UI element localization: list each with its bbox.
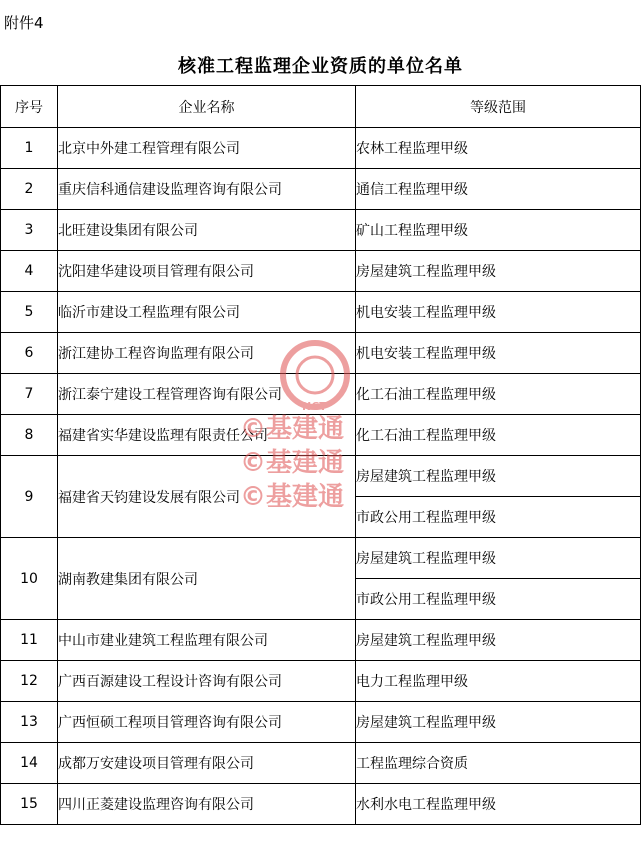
attachment-label: 附件4 xyxy=(4,14,44,32)
row-number: 14 xyxy=(1,743,58,784)
qualification-level: 矿山工程监理甲级 xyxy=(356,210,641,251)
watermark-logo-text: NCT xyxy=(302,400,327,413)
table-row xyxy=(1,128,641,169)
company-name: 广西恒硕工程项目管理咨询有限公司 xyxy=(58,702,356,743)
table-body xyxy=(1,128,641,825)
table-row xyxy=(1,456,641,497)
watermark-text: ©基建通 xyxy=(240,414,345,444)
company-name: 福建省实华建设监理有限责任公司 xyxy=(58,415,356,456)
table-row xyxy=(1,743,641,784)
qualification-level: 机电安装工程监理甲级 xyxy=(356,292,641,333)
qualification-level: 水利水电工程监理甲级 xyxy=(356,784,641,825)
company-name: 北京中外建工程管理有限公司 xyxy=(58,128,356,169)
row-number: 2 xyxy=(1,169,58,210)
table-row xyxy=(1,784,641,825)
table-row xyxy=(1,538,641,579)
row-number: 4 xyxy=(1,251,58,292)
table-row xyxy=(1,661,641,702)
company-name: 中山市建业建筑工程监理有限公司 xyxy=(58,620,356,661)
row-number: 3 xyxy=(1,210,58,251)
qualification-level: 房屋建筑工程监理甲级 xyxy=(356,702,641,743)
company-name: 福建省天钧建设发展有限公司 xyxy=(58,456,356,538)
table-row xyxy=(1,415,641,456)
qualification-level: 农林工程监理甲级 xyxy=(356,128,641,169)
company-name: 北旺建设集团有限公司 xyxy=(58,210,356,251)
column-header-level: 等级范围 xyxy=(356,86,641,128)
qualification-level: 市政公用工程监理甲级 xyxy=(356,497,641,538)
row-number: 10 xyxy=(1,538,58,620)
table-row xyxy=(1,333,641,374)
company-name: 成都万安建设项目管理有限公司 xyxy=(58,743,356,784)
qualification-level: 化工石油工程监理甲级 xyxy=(356,415,641,456)
row-number: 5 xyxy=(1,292,58,333)
company-name: 四川正菱建设监理咨询有限公司 xyxy=(58,784,356,825)
row-number: 6 xyxy=(1,333,58,374)
company-name: 浙江建协工程咨询监理有限公司 xyxy=(58,333,356,374)
page-title: 核准工程监理企业资质的单位名单 xyxy=(178,56,463,77)
qualification-level: 市政公用工程监理甲级 xyxy=(356,579,641,620)
qualification-level: 化工石油工程监理甲级 xyxy=(356,374,641,415)
row-number: 8 xyxy=(1,415,58,456)
table-row xyxy=(1,374,641,415)
row-number: 13 xyxy=(1,702,58,743)
qualification-level: 房屋建筑工程监理甲级 xyxy=(356,456,641,497)
company-table xyxy=(0,85,641,825)
row-number: 12 xyxy=(1,661,58,702)
company-name: 重庆信科通信建设监理咨询有限公司 xyxy=(58,169,356,210)
table-row xyxy=(1,292,641,333)
qualification-level: 房屋建筑工程监理甲级 xyxy=(356,251,641,292)
column-header-company: 企业名称 xyxy=(58,86,356,128)
company-name: 浙江泰宁建设工程管理咨询有限公司 xyxy=(58,374,356,415)
qualification-level: 房屋建筑工程监理甲级 xyxy=(356,538,641,579)
company-name: 湖南教建集团有限公司 xyxy=(58,538,356,620)
company-name: 沈阳建华建设项目管理有限公司 xyxy=(58,251,356,292)
table-row xyxy=(1,169,641,210)
qualification-level: 工程监理综合资质 xyxy=(356,743,641,784)
qualification-level: 机电安装工程监理甲级 xyxy=(356,333,641,374)
watermark-text: ©基建通 xyxy=(240,482,345,512)
table-row xyxy=(1,251,641,292)
row-number: 11 xyxy=(1,620,58,661)
table-row xyxy=(1,620,641,661)
qualification-level: 通信工程监理甲级 xyxy=(356,169,641,210)
row-number: 9 xyxy=(1,456,58,538)
qualification-level: 电力工程监理甲级 xyxy=(356,661,641,702)
company-name: 临沂市建设工程监理有限公司 xyxy=(58,292,356,333)
table-header-row xyxy=(1,86,641,128)
row-number: 1 xyxy=(1,128,58,169)
company-name: 广西百源建设工程设计咨询有限公司 xyxy=(58,661,356,702)
table-row xyxy=(1,210,641,251)
qualification-level: 房屋建筑工程监理甲级 xyxy=(356,620,641,661)
row-number: 15 xyxy=(1,784,58,825)
watermark-text: ©基建通 xyxy=(240,448,345,478)
table-row xyxy=(1,702,641,743)
column-header-number: 序号 xyxy=(1,86,58,128)
row-number: 7 xyxy=(1,374,58,415)
